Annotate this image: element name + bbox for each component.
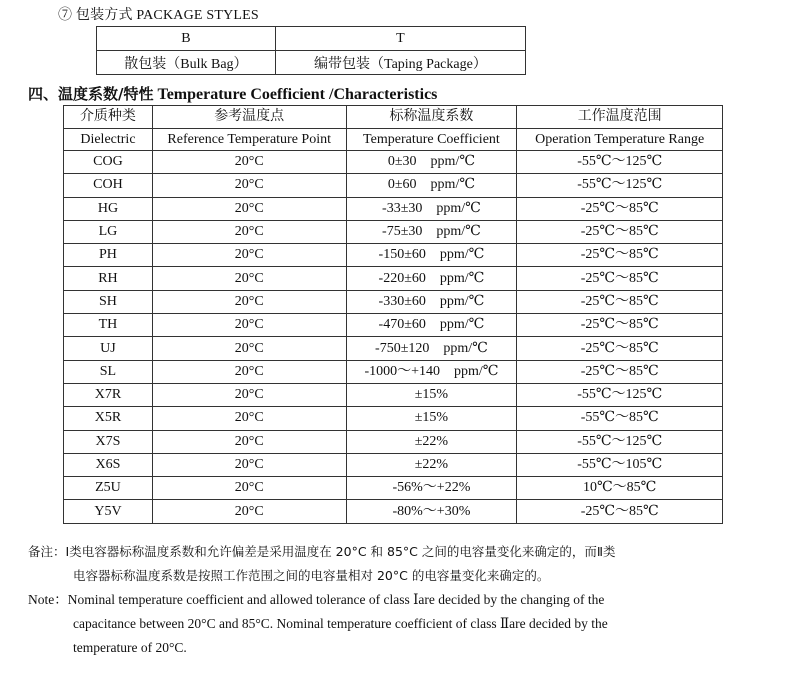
- package-code-b: B: [97, 27, 276, 51]
- cell-dielectric: UJ: [64, 337, 153, 360]
- cell-temp-coefficient: -1000～+140 ppm/℃: [346, 360, 517, 383]
- cell-dielectric: Z5U: [64, 477, 153, 500]
- cell-temp-coefficient: ±22%: [346, 430, 517, 453]
- table-row: [64, 197, 723, 220]
- table-row: [64, 290, 723, 313]
- note-en-line1: [28, 588, 738, 612]
- package-styles-title: ⑦ 包装方式 PACKAGE STYLES: [58, 8, 259, 23]
- cell-dielectric: Y5V: [64, 500, 153, 523]
- note-en-line2: capacitance between 20°C and 85°C. Nominal temperature coefficient of class Ⅱare decided by the: [73, 616, 608, 631]
- cell-operating-range: -25℃～85℃: [517, 314, 723, 337]
- cell-ref-temp: 20°C: [152, 244, 346, 267]
- cell-ref-temp: 20°C: [152, 360, 346, 383]
- package-code-t: T: [275, 27, 525, 51]
- package-styles-table: [96, 26, 526, 75]
- cell-operating-range: -25℃～85℃: [517, 500, 723, 523]
- cell-operating-range: -55℃～85℃: [517, 407, 723, 430]
- cell-ref-temp: 20°C: [152, 383, 346, 406]
- note-cn-text1: Ⅰ类电容器标称温度系数和允许偏差是采用温度在 20°C 和 85°C 之间的电容量变化来确定的，而Ⅱ类: [65, 544, 616, 559]
- cell-ref-temp: 20°C: [152, 477, 346, 500]
- note-en-text1: Nominal temperature coefficient and allowed tolerance of class Ⅰare decided by the changing of the: [67, 592, 605, 607]
- cell-operating-range: -55℃～125℃: [517, 383, 723, 406]
- cell-temp-coefficient: -80%～+30%: [346, 500, 517, 523]
- cell-operating-range: -55℃～125℃: [517, 430, 723, 453]
- cell-ref-temp: 20°C: [152, 453, 346, 476]
- cell-temp-coefficient: -220±60 ppm/℃: [346, 267, 517, 290]
- cell-dielectric: X7R: [64, 383, 153, 406]
- cell-dielectric: RH: [64, 267, 153, 290]
- cell-dielectric: SH: [64, 290, 153, 313]
- header-range-en: Operation Temperature Range: [517, 128, 723, 151]
- header-dielectric-en: Dielectric: [64, 128, 153, 151]
- cell-dielectric: LG: [64, 220, 153, 243]
- cell-operating-range: -25℃～85℃: [517, 337, 723, 360]
- table-row: [64, 220, 723, 243]
- cell-dielectric: COG: [64, 151, 153, 174]
- table-row: [64, 244, 723, 267]
- cell-temp-coefficient: 0±60 ppm/℃: [346, 174, 517, 197]
- cell-ref-temp: 20°C: [152, 314, 346, 337]
- table-row: [64, 314, 723, 337]
- note-cn-label: 备注：: [28, 544, 66, 559]
- table-row: [64, 500, 723, 523]
- header-ref-en: Reference Temperature Point: [152, 128, 346, 151]
- cell-dielectric: COH: [64, 174, 153, 197]
- table-row: [64, 477, 723, 500]
- cell-temp-coefficient: 0±30 ppm/℃: [346, 151, 517, 174]
- table-row: [64, 383, 723, 406]
- cell-operating-range: -55℃～105℃: [517, 453, 723, 476]
- cell-ref-temp: 20°C: [152, 220, 346, 243]
- cell-operating-range: 10℃～85℃: [517, 477, 723, 500]
- cell-temp-coefficient: ±22%: [346, 453, 517, 476]
- table-row: [64, 174, 723, 197]
- table-row: [64, 267, 723, 290]
- table-row: [64, 360, 723, 383]
- cell-temp-coefficient: -75±30 ppm/℃: [346, 220, 517, 243]
- cell-operating-range: -25℃～85℃: [517, 244, 723, 267]
- cell-dielectric: PH: [64, 244, 153, 267]
- cell-operating-range: -25℃～85℃: [517, 360, 723, 383]
- cell-dielectric: X7S: [64, 430, 153, 453]
- cell-dielectric: TH: [64, 314, 153, 337]
- cell-ref-temp: 20°C: [152, 430, 346, 453]
- cell-dielectric: X6S: [64, 453, 153, 476]
- cell-temp-coefficient: -750±120 ppm/℃: [346, 337, 517, 360]
- table-row: [64, 337, 723, 360]
- note-cn-line2: 电容器标称温度系数是按照工作范围之间的电容量相对 20°C 的电容量变化来确定的。: [73, 568, 550, 583]
- header-dielectric-cn: 介质种类: [64, 106, 153, 129]
- cell-ref-temp: 20°C: [152, 337, 346, 360]
- cell-ref-temp: 20°C: [152, 407, 346, 430]
- package-label-taping: 编带包装（Taping Package）: [275, 51, 525, 75]
- cell-ref-temp: 20°C: [152, 151, 346, 174]
- cell-operating-range: -55℃～125℃: [517, 174, 723, 197]
- header-tc-en: Temperature Coefficient: [346, 128, 517, 151]
- cell-operating-range: -25℃～85℃: [517, 197, 723, 220]
- notes-block: [28, 540, 738, 660]
- temperature-coefficient-table: [63, 105, 723, 524]
- cell-temp-coefficient: -56%～+22%: [346, 477, 517, 500]
- section-title-en: Temperature Coefficient /Characteristics: [157, 86, 438, 103]
- table-row: [64, 453, 723, 476]
- cell-dielectric: HG: [64, 197, 153, 220]
- table-row: [64, 151, 723, 174]
- cell-temp-coefficient: -470±60 ppm/℃: [346, 314, 517, 337]
- table-row: [64, 430, 723, 453]
- header-tc-cn: 标称温度系数: [346, 106, 517, 129]
- cell-ref-temp: 20°C: [152, 267, 346, 290]
- cell-temp-coefficient: ±15%: [346, 383, 517, 406]
- cell-dielectric: X5R: [64, 407, 153, 430]
- cell-operating-range: -25℃～85℃: [517, 290, 723, 313]
- cell-ref-temp: 20°C: [152, 500, 346, 523]
- cell-temp-coefficient: -330±60 ppm/℃: [346, 290, 517, 313]
- note-cn-line1: [28, 540, 738, 564]
- cell-operating-range: -25℃～85℃: [517, 267, 723, 290]
- note-en-line3: temperature of 20°C.: [73, 640, 187, 655]
- header-range-cn: 工作温度范围: [517, 106, 723, 129]
- cell-operating-range: -55℃～125℃: [517, 151, 723, 174]
- package-label-bulk: 散包装（Bulk Bag）: [97, 51, 276, 75]
- cell-operating-range: -25℃～85℃: [517, 220, 723, 243]
- cell-temp-coefficient: -33±30 ppm/℃: [346, 197, 517, 220]
- section-title: [28, 83, 437, 104]
- header-ref-cn: 参考温度点: [152, 106, 346, 129]
- note-en-label: Note：: [28, 592, 68, 607]
- section-title-cn: 四、温度系数/特性: [28, 85, 154, 103]
- cell-ref-temp: 20°C: [152, 197, 346, 220]
- cell-temp-coefficient: -150±60 ppm/℃: [346, 244, 517, 267]
- cell-ref-temp: 20°C: [152, 174, 346, 197]
- table-row: [64, 407, 723, 430]
- cell-ref-temp: 20°C: [152, 290, 346, 313]
- cell-temp-coefficient: ±15%: [346, 407, 517, 430]
- cell-dielectric: SL: [64, 360, 153, 383]
